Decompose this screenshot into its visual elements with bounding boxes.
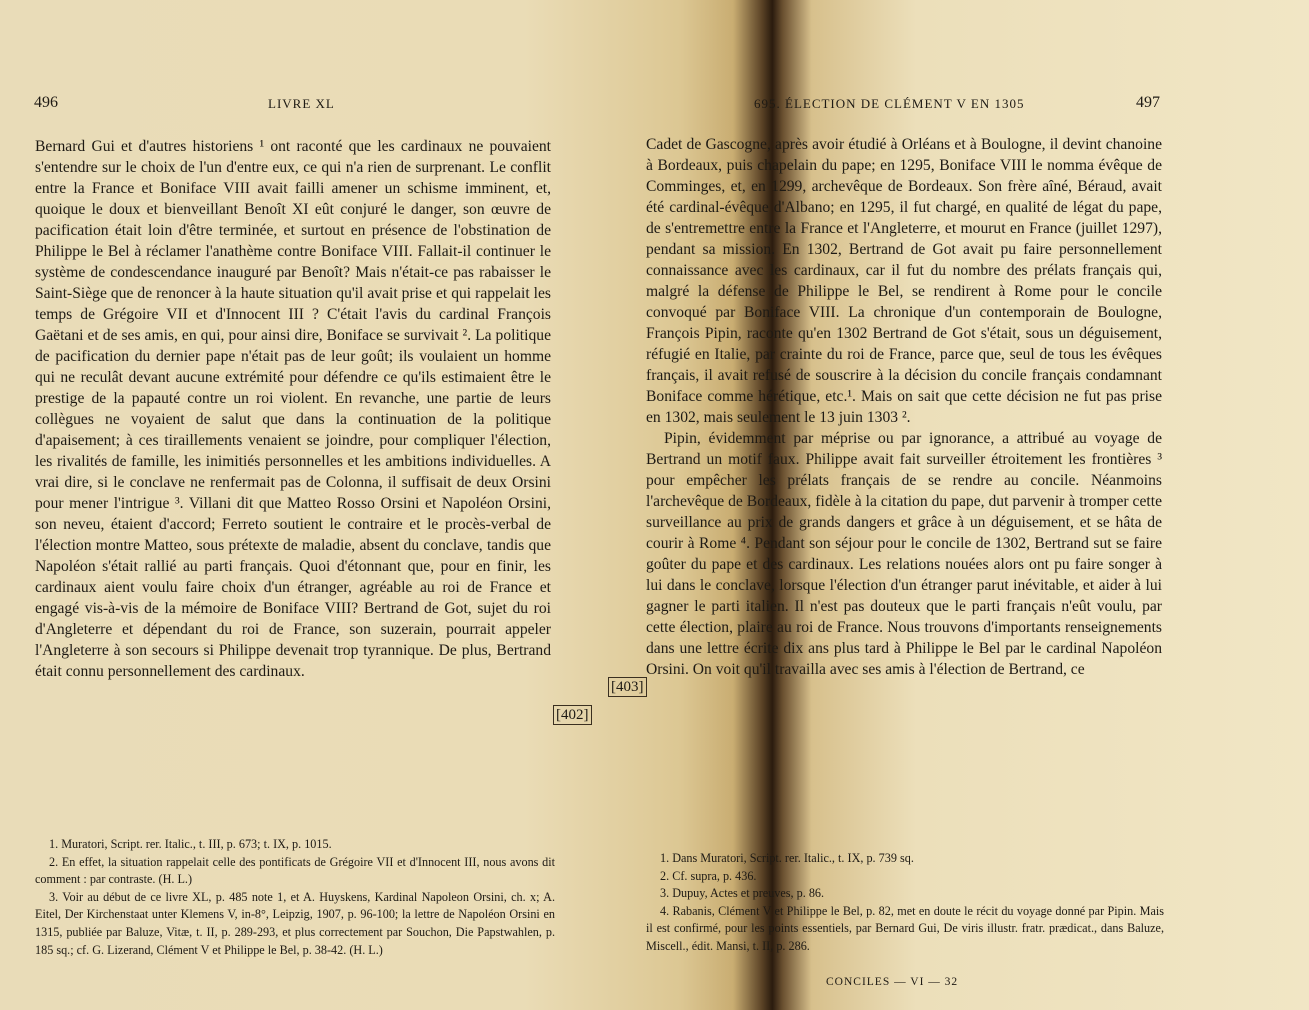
footnote: 4. Rabanis, Clément V et Philippe le Bel, p. 82, met en doute le récit du voyage donné par Pipin. Mais il est confirmé, pour les points essentiels, par Bernard Gui, De viris illustr. fratr. prædicat., dans Baluze, Miscell., édit. Mansi, t. II, p. 286. (646, 903, 1164, 953)
right-running-head: 695. ÉLECTION DE CLÉMENT V EN 1305 (754, 96, 1025, 111)
right-margin-marker: [403] (608, 677, 647, 697)
paragraph: Bernard Gui et d'autres historiens ¹ ont raconté que les cardinaux ne pouvaient s'entendre sur le choix de l'un d'entre eux, ce qui n'a rien de surprenant. Le conflit entre la France et Boniface VIII avait failli amener un schisme imminent, et, quoique le doux et bienveillant Benoît XI eût conjuré le danger, son œuvre de pacification était loin d'être terminée, et surtout en présence de l'obstination de Philippe le Bel à réclamer l'anathème contre Boniface VIII. Fallait-il continuer le système de condescendance inauguré par Benoît? Mais n'était-ce pas rabaisser le Saint-Siège que de renoncer à la haute situation qu'il avait prise et qui rappelait les temps de Grégoire VII et d'Innocent III ? C'était l'avis du cardinal François Gaëtani et de ses amis, en qui, pour ainsi dire, Boniface se survivait ². La politique de pacification du dernier pape n'était pas de leur goût; ils voulaient un homme qui ne reculât devant aucune extrémité pour défendre ce qu'ils estimaient être le prestige de la papauté contre un roi violent. En revanche, une partie de leurs collègues ne voyaient de salut que dans la continuation de la politique d'apaisement; à ces tiraillements venaient se joindre, pour compliquer l'élection, les rivalités de famille, les inimitiés personnelles et les ambitions individuelles. A vrai dire, si le conclave ne renfermait pas de Colonna, il suffisait de deux Orsini pour mener l'intrigue ³. Villani dit que Matteo Rosso Orsini et Napoléon Orsini, son neveu, étaient d'accord; Ferreto soutient le contraire et le procès-verbal de l'élection montre Matteo, sous prétexte de maladie, absent du conclave, tandis que Napoléon s'était rallié au parti français. Quoi d'étonnant que, pour en finir, les cardinaux aient voulu faire choix d'un étranger, agréable au roi de France et engagé vis-à-vis de la mémoire de Boniface VIII? Bertrand de Got, sujet du roi d'Angleterre et dépendant du roi de France, son suzerain, pourrait appeler l'Angleterre à son secours si Philippe devenait trop tyrannique. De plus, Bertrand était connu personnellement des cardinaux. (35, 138, 551, 680)
signature-mark: CONCILES — VI — 32 (826, 976, 959, 988)
footnote: 2. Cf. supra, p. 436. (660, 868, 757, 883)
left-body-text (35, 136, 551, 682)
right-page-number: 497 (1136, 94, 1160, 111)
right-footnotes (646, 850, 1164, 956)
paragraph: Cadet de Gascogne, après avoir étudié à Orléans et à Boulogne, il devint chanoine à Bordeaux, puis chapelain du pape; en 1295, Boniface VIII le nomma évêque de Comminges, et, en 1299, archevêque de Bordeaux. Son frère aîné, Béraud, avait été cardinal-évêque d'Albano; en 1295, il fut chargé, en qualité de légat du pape, de s'entremettre entre la France et l'Angleterre, et mourut en France (juillet 1297), pendant sa mission. En 1302, Bertrand de Got avait pu faire personnellement connaissance avec les cardinaux, car il fut du nombre des prélats français qui, malgré la défense de Philippe le Bel, se rendirent à Rome pour le concile convoqué par Boniface VIII. La chronique d'un contemporain de Boulogne, François Pipin, raconte qu'en 1302 Bertrand de Got s'était, sous un déguisement, réfugié en Italie, par crainte du roi de France, parce que, seul de tous les évêques français, il avait refusé de souscrire à la décision du concile français condamnant Boniface comme hérétique, etc.¹. Mais on sait que cette décision ne fut pas prise en 1302, mais seulement le 13 juin 1303 ². (646, 136, 1162, 426)
left-margin-marker: [402] (553, 705, 592, 725)
left-running-head: LIVRE XL (268, 96, 335, 111)
left-page-number: 496 (34, 94, 58, 111)
footnote: 1. Dans Muratori, Script. rer. Italic., t. IX, p. 739 sq. (660, 851, 914, 865)
left-page (0, 0, 590, 1010)
footnote: 3. Dupuy, Actes et preuves, p. 86. (660, 886, 825, 901)
left-footnotes (35, 836, 555, 959)
right-page (608, 0, 1309, 1010)
right-body-text (646, 134, 1162, 680)
footnote: 2. En effet, la situation rappelait celle des pontificats de Grégoire VII et d'Innocent III, nous avons dit comment : par contraste. (H. L.) (35, 854, 555, 887)
footnote: 1. Muratori, Script. rer. Italic., t. III, p. 673; t. IX, p. 1015. (49, 837, 332, 851)
paragraph: Pipin, évidemment par méprise ou par ignorance, a attribué au voyage de Bertrand un motif faux. Philippe avait fait surveiller étroitement les frontières ³ pour empêcher les prélats français de se rendre au concile. Néanmoins l'archevêque de Bordeaux, fidèle à la citation du pape, dut parvenir à tromper cette surveillance au prix de grands dangers et grâce à un déguisement, et se hâta de courir à Rome ⁴. Pendant son séjour pour le concile de 1302, Bertrand sut se faire goûter du pape et des cardinaux. Les relations nouées alors ont pu faire songer à lui dans le conclave, lorsque l'élection d'un étranger parut inévitable, et aider à lui gagner le parti italien. Il n'est pas douteux que le parti français n'eût voulu, par cette élection, plaire au roi de France. Nous trouvons d'importants renseignements dans une lettre écrite dix ans plus tard à Philippe le Bel par le cardinal Napoléon Orsini. On voit qu'il travailla avec ses amis à l'élection de Bertrand, ce (646, 430, 1162, 678)
footnote: 3. Voir au début de ce livre XL, p. 485 note 1, et A. Huyskens, Kardinal Napoleon Orsini, ch. x; A. Eitel, Der Kirchenstaat unter Klemens V, in-8°, Leipzig, 1907, p. 96-100; la lettre de Napoléon Orsini en 1315, publiée par Baluze, Vitæ, t. II, p. 289-293, et plus correctement par Souchon, Die Papstwahlen, p. 185 sq.; cf. G. Lizerand, Clément V et Philippe le Bel, p. 38-42. (H. L.) (35, 889, 555, 957)
